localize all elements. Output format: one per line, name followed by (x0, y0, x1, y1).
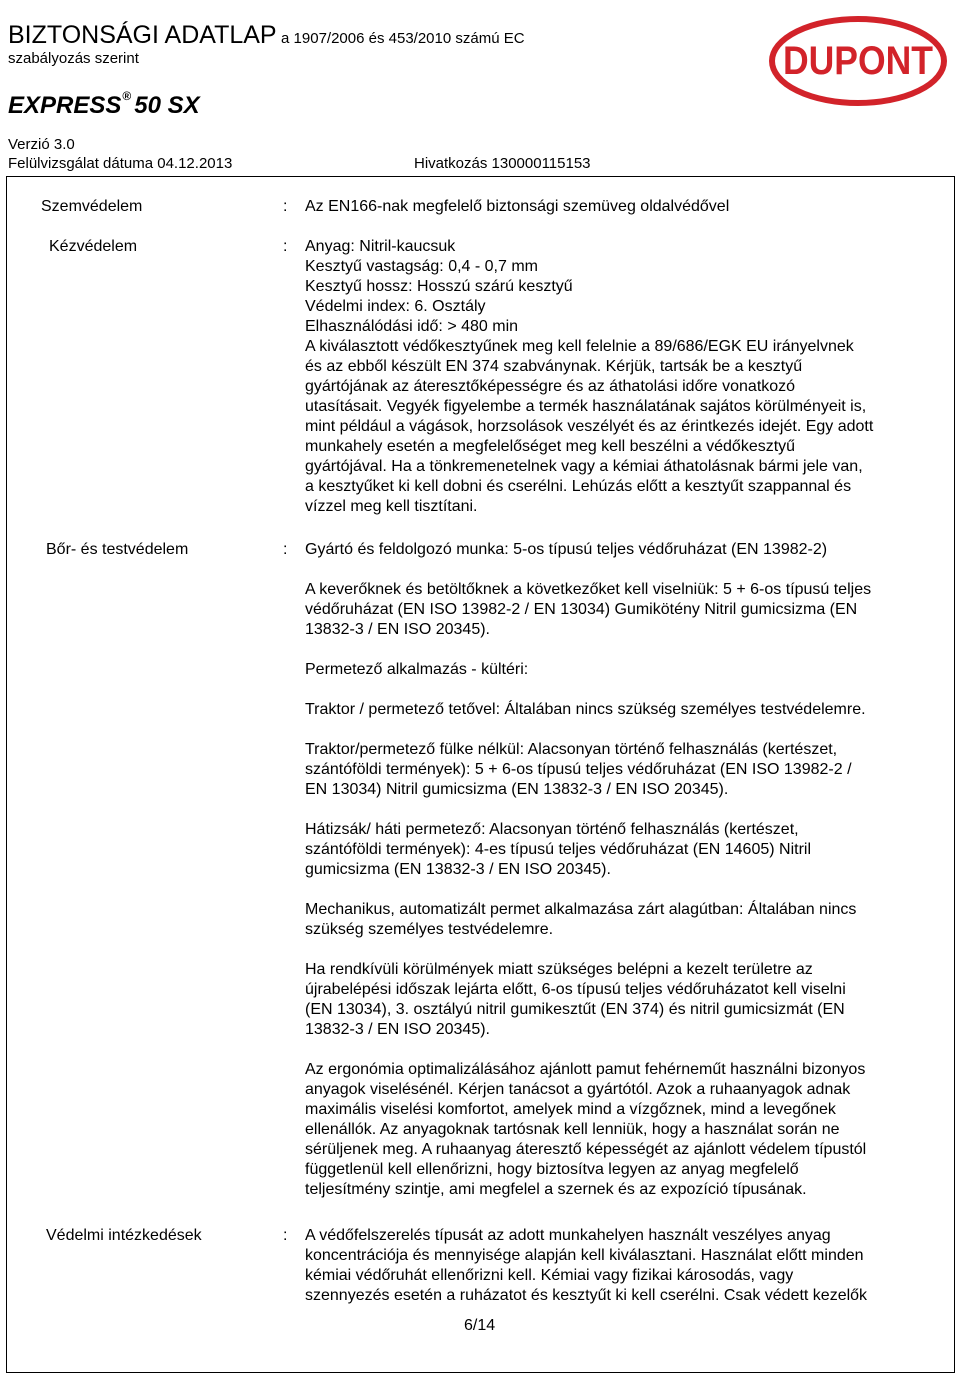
dupont-logo (768, 14, 948, 108)
section-colon: : (283, 1227, 288, 1244)
section-colon: : (283, 238, 288, 255)
text-line: sérüljenek meg. A ruhaanyag áteresztő képességét az ajánlott védelem típustól (305, 1141, 867, 1158)
text-line: 13832-3 / EN ISO 20345). (305, 621, 490, 638)
document-title-sub: szabályozás szerint (8, 50, 139, 67)
product-name-suffix: 50 SX (134, 92, 200, 119)
text-line: és az ebből készült EN 374 szabványnak. Kérjük, tartsák be a kesztyű (305, 358, 803, 375)
text-line: Gyártó és feldolgozó munka: 5-os típusú teljes védőruházat (EN 13982-2) (305, 541, 828, 558)
section-label: Kézvédelem (49, 238, 138, 255)
text-line: EN 13034) Nitril gumicsizma (EN 13832-3 / EN ISO 20345). (305, 781, 729, 798)
text-line: Az EN166-nak megfelelő biztonsági szemüveg oldalvédővel (305, 198, 730, 215)
section-label: Szemvédelem (41, 198, 143, 215)
document-title-regulation: a 1907/2006 és 453/2010 számú EC (281, 30, 525, 47)
version: Verzió 3.0 (8, 136, 75, 153)
document-title-main: BIZTONSÁGI ADATLAP (8, 21, 277, 49)
text-line: gyártójával. Ha a tönkremenetelnek vagy a kémiai áthatolásnak bármi jele van, (305, 458, 863, 475)
section-paragraph (305, 540, 930, 560)
section-paragraph (305, 237, 930, 517)
text-line: teljesítmény szintje, ami megfelel a szernek és az expozíció típusának. (305, 1181, 807, 1198)
section-paragraph (305, 197, 930, 217)
text-line: maximális viselési komfortot, amelyek mind a vízgőznek, mind a levegőnek (305, 1101, 836, 1118)
section-paragraph (305, 700, 930, 720)
text-line: szennyezés esetén a ruházatot és kesztyűt ki kell cserélni. Csak védett kezelők (305, 1287, 868, 1304)
text-line: Elhasználódási idő: > 480 min (305, 318, 519, 335)
section-paragraph (305, 820, 930, 880)
text-line: vízzel meg kell tisztítani. (305, 498, 478, 515)
text-line: ellenállók. Az anyagoknak tartósnak kell lenniük, hogy a használat során ne (305, 1121, 840, 1138)
text-line: gumicsizma (EN 13832-3 / EN ISO 20345). (305, 861, 611, 878)
text-line: szükség személyes testvédelemre. (305, 921, 554, 938)
text-line: Kesztyű vastagság: 0,4 - 0,7 mm (305, 258, 538, 275)
reference-number: Hivatkozás 130000115153 (414, 155, 591, 172)
section-paragraph (305, 740, 930, 800)
document-title (8, 22, 525, 52)
product-name-main: EXPRESS (8, 92, 122, 119)
section-paragraph (305, 1060, 930, 1200)
text-line: koncentrációja és mennyisége alapján kell kiválasztani. Használat előtt minden (305, 1247, 864, 1264)
logo-text: DUPONT (783, 39, 933, 83)
text-line: Védelmi index: 6. Osztály (305, 298, 486, 315)
text-line: A kiválasztott védőkesztyűnek meg kell felelnie a 89/686/EGK EU irányelvnek (305, 338, 854, 355)
text-line: védőruházat (EN ISO 13982-2 / EN 13034) Gumikötény Nitril gumicsizma (EN (305, 601, 858, 618)
section-colon: : (283, 198, 288, 215)
text-line: Kesztyű hossz: Hosszú szárú kesztyű (305, 278, 573, 295)
text-line: Permetező alkalmazás - kültéri: (305, 661, 529, 678)
section-paragraph (305, 580, 930, 640)
text-line: 13832-3 / EN ISO 20345). (305, 1021, 490, 1038)
product-name (8, 89, 200, 120)
text-line: Traktor / permetező tetővel: Általában nincs szükség személyes testvédelemre. (305, 701, 866, 718)
revision-date: Felülvizsgálat dátuma 04.12.2013 (8, 155, 233, 172)
section-label: Bőr- és testvédelem (46, 541, 189, 558)
page-number: 6/14 (464, 1317, 496, 1334)
text-line: Ha rendkívüli körülmények miatt szükséges belépni a kezelt területre az (305, 961, 813, 978)
registered-mark: ® (122, 89, 132, 103)
text-line: Hátizsák/ háti permetező: Alacsonyan történő felhasználás (kertészet, (305, 821, 799, 838)
section-colon: : (283, 541, 288, 558)
text-line: kémiai védőruhát ellenőrizni kell. Kémiai vagy fizikai károsodás, vagy (305, 1267, 794, 1284)
text-line: Traktor/permetező fülke nélkül: Alacsonyan történő felhasználás (kertészet, (305, 741, 838, 758)
section-label: Védelmi intézkedések (46, 1227, 202, 1244)
text-line: újrabelépési időszak lejárta előtt, 6-os típusú teljes védőruházatot kell viselni (305, 981, 846, 998)
text-line: Anyag: Nitril-kaucsuk (305, 238, 456, 255)
section-paragraph (305, 960, 930, 1040)
text-line: munkahely esetén a megfelelőséget meg kell beszélni a védőkesztyű (305, 438, 796, 455)
text-line: függetlenül kell ellenőrizni, hogy biztosítva legyen az anyag megfelelő (305, 1161, 799, 1178)
text-line: mint például a vágások, horzsolások veszélyét és az érintkezés idejét. Egy adott (305, 418, 874, 435)
text-line: A védőfelszerelés típusát az adott munkahelyen használt veszélyes anyag (305, 1227, 831, 1244)
text-line: szántóföldi termények): 5 + 6-os típusú teljes védőruházat (EN ISO 13982-2 / (305, 761, 852, 778)
text-line: utasításait. Vegyék figyelembe a termék használatának sajátos körülményeit is, (305, 398, 867, 415)
section-paragraph (305, 1226, 930, 1306)
section-paragraph (305, 900, 930, 940)
section-paragraph (305, 660, 930, 680)
text-line: szántóföldi termények): 4-es típusú teljes védőruházat (EN 14605) Nitril (305, 841, 812, 858)
text-line: A keverőknek és betöltőknek a következőket kell viselniük: 5 + 6-os típusú teljes (305, 581, 872, 598)
text-line: gyártójának az áteresztőképességre és az áthatolási időre vonatkozó (305, 378, 796, 395)
text-line: (EN 13034), 3. osztályú nitril gumikesztűt (EN 374) és nitril gumicsizmát (EN (305, 1001, 845, 1018)
text-line: Az ergonómia optimalizálásához ajánlott pamut fehérneműt használni bizonyos (305, 1061, 866, 1078)
text-line: anyagok viselésénél. Kérjen tanácsot a gyártótól. Azok a ruhaanyagok adnak (305, 1081, 851, 1098)
text-line: a kesztyűket ki kell dobni és cserélni. Lehúzás előtt a kesztyűt szappannal és (305, 478, 852, 495)
text-line: Mechanikus, automatizált permet alkalmazása zárt alagútban: Általában nincs (305, 901, 857, 918)
